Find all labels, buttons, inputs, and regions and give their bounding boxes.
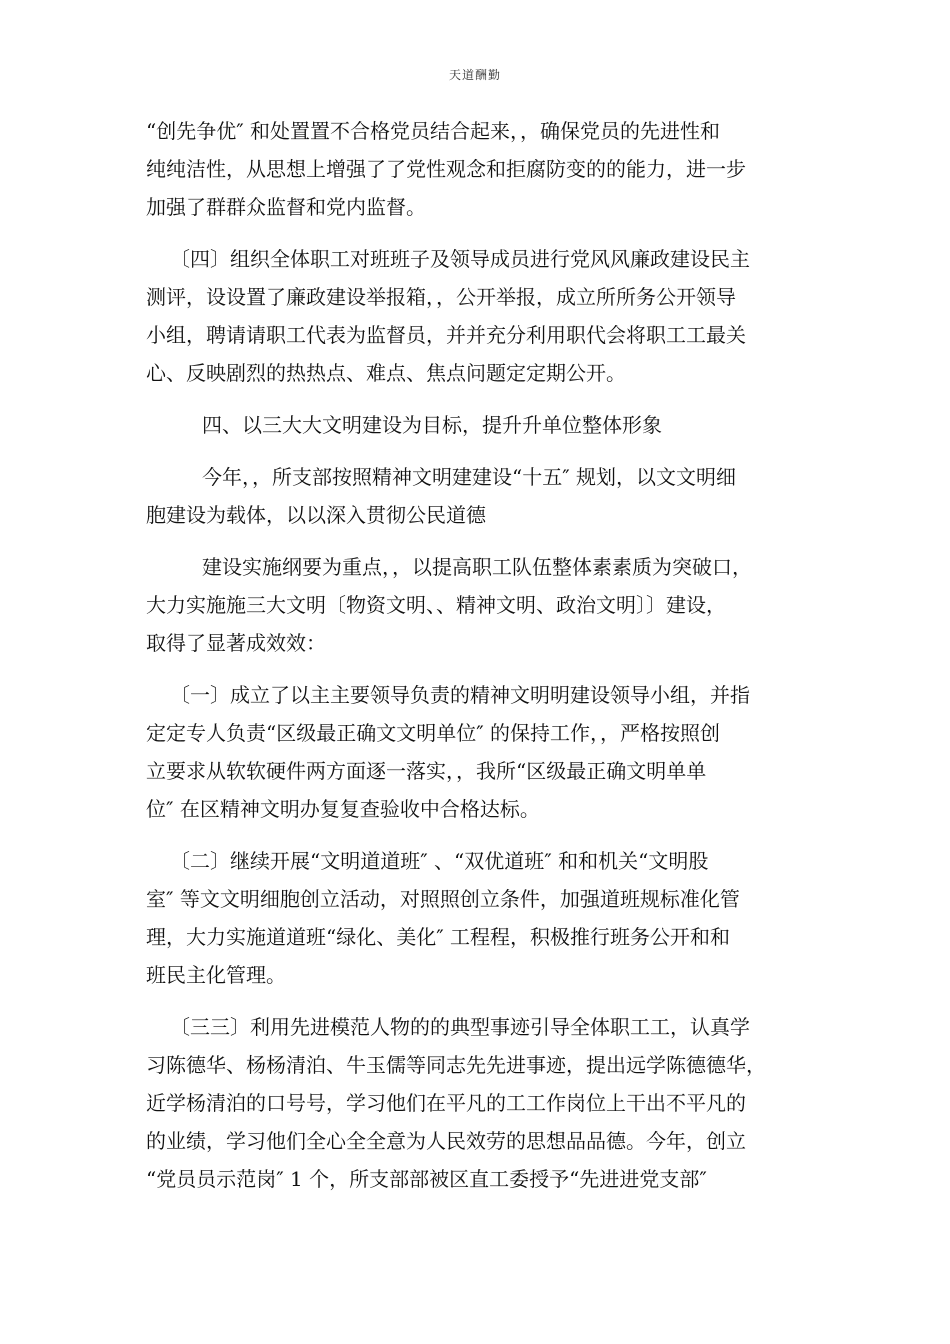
section-heading xyxy=(146,406,816,444)
text-line: 测评，设设置了廉政建设举报箱，，公开举报，成立所所务公开领导 xyxy=(146,285,736,309)
paragraph-5 xyxy=(146,676,816,828)
paragraph-6 xyxy=(146,842,816,994)
text-line: 理，大力实施道道班“绿化、美化″ 工程程，积极推行班务公开和和 xyxy=(146,925,731,949)
text-line: 小组，聘请请职工代表为监督员，并并充分利用职代会将职工工最关 xyxy=(146,323,746,347)
document-body xyxy=(146,112,816,1198)
text-line: 建设实施纲要为重点，，以提高职工队伍整体素素质为突破口， xyxy=(202,555,752,579)
text-line: 〔一〕成立了以主主要领导负责的精神文明明建设领导小组，并指 xyxy=(170,683,750,707)
text-line: 班民主化管理。 xyxy=(146,963,286,987)
text-line: 定定专人负责“区级最正确文文明单位″ 的保持工作，，严格按照创 xyxy=(146,721,721,745)
paragraph-4 xyxy=(146,548,816,662)
text-line: 立要求从软软硬件两方面逐一落实，，我所“区级最正确文明单单 xyxy=(146,759,707,783)
text-line: 近学杨清泊的口号号，学习他们在平凡的工工作岗位上干出不平凡的 xyxy=(146,1091,746,1115)
text-line: 〔三三〕利用先进模范人物的的典型事迹引导全体职工工，认真学 xyxy=(170,1015,750,1039)
paragraph-3 xyxy=(146,458,816,534)
text-line: 取得了显著成效效： xyxy=(146,631,326,655)
paragraph-7 xyxy=(146,1008,816,1198)
text-line: “创先争优″ 和处置置不合格党员结合起来，，确保党员的先进性和 xyxy=(146,119,721,143)
text-line: “党员员示范岗″ 1 个，所支部部被区直工委授予“先进进党支部″ xyxy=(146,1167,707,1191)
text-line: 今年，，所支部按照精神文明建建设“十五″ 规划，以文文明细 xyxy=(202,465,737,489)
paragraph-1 xyxy=(146,112,816,226)
text-line: 加强了群群众监督和党内监督。 xyxy=(146,195,426,219)
text-line: 室″ 等文文明细胞创立活动，对照照创立条件，加强道班规标准化管 xyxy=(146,887,740,911)
text-line: 习陈德华、杨杨清泊、牛玉儒等同志先先进事迹，提出远学陈德德华， xyxy=(146,1053,766,1077)
text-line: 位″ 在区精神文明办复复查验收中合格达标。 xyxy=(146,797,540,821)
text-line: 心、反映剧烈的热热点、难点、焦点问题定定期公开。 xyxy=(146,361,626,385)
text-line: 〔四〕组织全体职工对班班子及领导成员进行党风风廉政建设民主 xyxy=(170,247,750,271)
text-line: 纯纯洁性，从思想上增强了了党性观念和拒腐防变的的能力，进一步 xyxy=(146,157,746,181)
text-line: 胞建设为载体，以以深入贯彻公民道德 xyxy=(146,503,486,527)
paragraph-2 xyxy=(122,240,816,392)
text-line: 的业绩，学习他们全心全全意为人民效劳的思想品品德。今年，创立 xyxy=(146,1129,746,1153)
text-line: 大力实施施三大文明〔物资文明、、精神文明、政治文明〕〕建设， xyxy=(146,593,726,617)
page-header: 天道酬勤 xyxy=(448,68,501,82)
section-title: 四、以三大大文明建设为目标，提升升单位整体形象 xyxy=(202,413,662,437)
text-line: 〔二〕继续开展“文明道道班″ 、“双优道班″ 和和机关“文明股 xyxy=(170,849,709,873)
